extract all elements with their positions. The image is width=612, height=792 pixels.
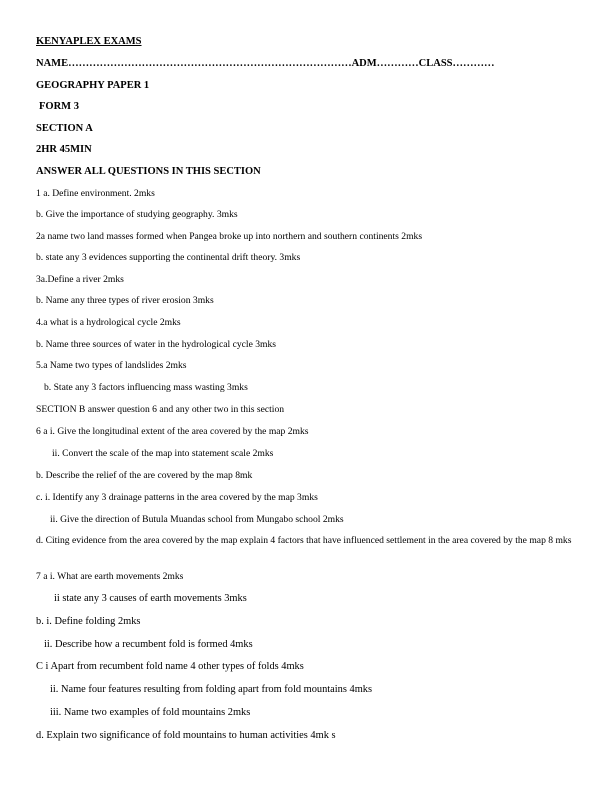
question-7b-ii: ii. Describe how a recumbent fold is formed 4mks — [44, 639, 253, 650]
section-a-heading: SECTION A — [36, 123, 93, 134]
question-6b: b. Describe the relief of the are covered by the map 8mk — [36, 470, 253, 481]
question-7a-ii: ii state any 3 causes of earth movements 3mks — [54, 593, 247, 604]
form-label: FORM 3 — [39, 101, 79, 112]
question-2a: 2a name two land masses formed when Pangea broke up into northern and southern continents 2mks — [36, 231, 423, 242]
question-6a-ii: ii. Convert the scale of the map into statement scale 2mks — [52, 448, 274, 459]
question-4b: b. Name three sources of water in the hydrological cycle 3mks — [36, 339, 277, 350]
name-adm-class-line: NAME………………………………………………………………………ADM…………CLASS………… — [36, 58, 495, 69]
question-3b: b. Name any three types of river erosion 3mks — [36, 295, 214, 306]
question-2b: b. state any 3 evidences supporting the continental drift theory. 3mks — [36, 252, 301, 263]
question-7d: d. Explain two significance of fold mountains to human activities 4mk s — [36, 730, 336, 741]
question-7c-i: C i Apart from recumbent fold name 4 other types of folds 4mks — [36, 661, 304, 672]
question-7c-iii: iii. Name two examples of fold mountains 2mks — [50, 707, 251, 718]
question-7c-ii: ii. Name four features resulting from folding apart from fold mountains 4mks — [50, 684, 373, 695]
question-5a: 5.a Name two types of landslides 2mks — [36, 360, 187, 371]
question-6d: d. Citing evidence from the area covered by the map explain 4 factors that have influenced settlement in the area covered by the map 8 mks — [36, 535, 572, 546]
question-3a: 3a.Define a river 2mks — [36, 274, 124, 285]
question-7a-i: 7 a i. What are earth movements 2mks — [36, 571, 184, 582]
question-4a: 4.a what is a hydrological cycle 2mks — [36, 317, 181, 328]
question-7b-i: b. i. Define folding 2mks — [36, 616, 141, 627]
question-6a-i: 6 a i. Give the longitudinal extent of the area covered by the map 2mks — [36, 426, 309, 437]
section-b-heading: SECTION B answer question 6 and any other two in this section — [36, 404, 285, 415]
question-1b: b. Give the importance of studying geography. 3mks — [36, 209, 238, 220]
instruction-heading: ANSWER ALL QUESTIONS IN THIS SECTION — [36, 166, 261, 177]
duration-label: 2HR 45MIN — [36, 144, 92, 155]
question-6c-i: c. i. Identify any 3 drainage patterns in the area covered by the map 3mks — [36, 492, 318, 503]
paper-title: GEOGRAPHY PAPER 1 — [36, 80, 150, 91]
question-1a: 1 a. Define environment. 2mks — [36, 188, 155, 199]
question-5b: b. State any 3 factors influencing mass wasting 3mks — [44, 382, 248, 393]
question-6c-ii: ii. Give the direction of Butula Muandas school from Mungabo school 2mks — [50, 514, 344, 525]
exam-title: KENYAPLEX EXAMS — [36, 36, 142, 47]
